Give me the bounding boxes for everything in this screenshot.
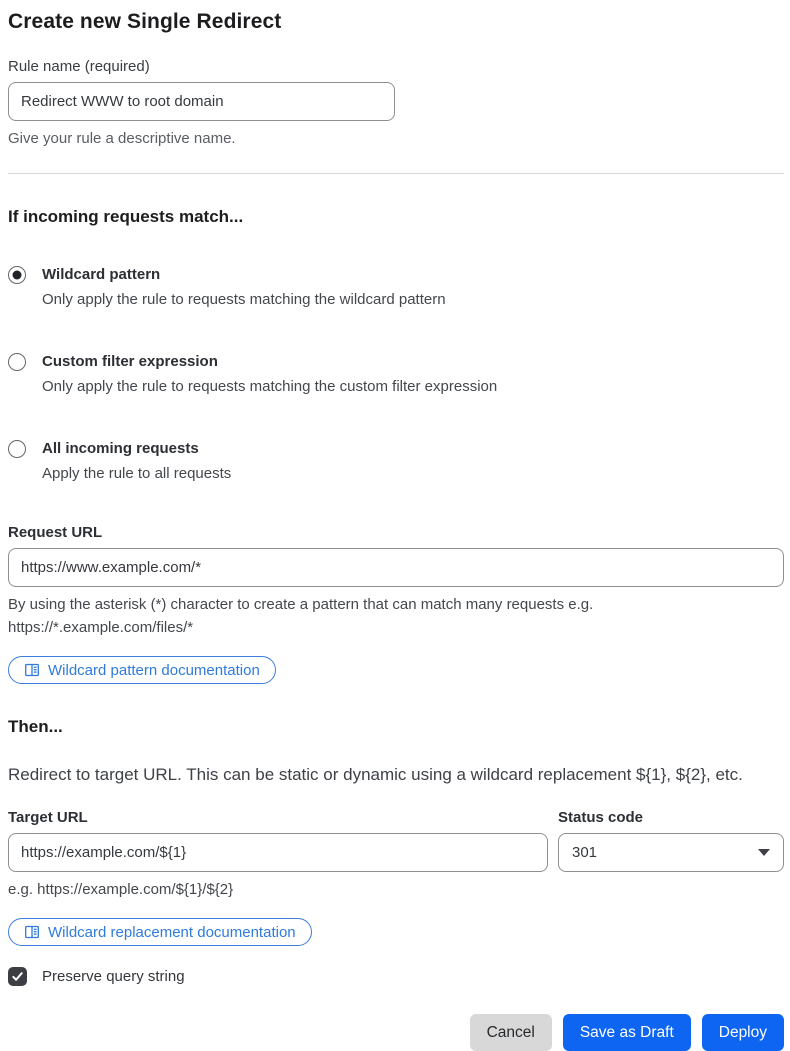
status-code-field bbox=[558, 809, 784, 901]
radio-button-icon[interactable] bbox=[8, 353, 26, 371]
book-icon bbox=[24, 924, 40, 940]
request-url-field bbox=[8, 524, 784, 639]
then-description: Redirect to target URL. This can be static or dynamic using a wildcard replacement ${1}, ${2}, etc. bbox=[8, 765, 743, 784]
form-actions bbox=[8, 1014, 784, 1051]
request-url-help: By using the asterisk (*) character to create a pattern that can match many requests e.g. https://*.example.com/files/* bbox=[8, 596, 594, 636]
match-type-radio-group bbox=[8, 265, 784, 485]
radio-description: Only apply the rule to requests matching the wildcard pattern bbox=[42, 291, 446, 308]
target-url-input[interactable] bbox=[8, 833, 548, 872]
wildcard-pattern-docs-button[interactable] bbox=[8, 656, 276, 684]
radio-option-all-requests[interactable] bbox=[8, 439, 784, 485]
radio-option-custom-filter[interactable] bbox=[8, 352, 784, 398]
radio-button-icon[interactable] bbox=[8, 440, 26, 458]
deploy-button[interactable]: Deploy bbox=[702, 1014, 784, 1051]
radio-label: All incoming requests bbox=[42, 440, 199, 457]
wildcard-replacement-docs-button[interactable] bbox=[8, 918, 312, 946]
radio-button-selected-icon[interactable] bbox=[8, 266, 26, 284]
doc-button-label: Wildcard replacement documentation bbox=[48, 923, 296, 941]
checkbox-label: Preserve query string bbox=[42, 968, 185, 985]
rule-name-label: Rule name (required) bbox=[8, 58, 150, 75]
radio-option-wildcard-pattern[interactable] bbox=[8, 265, 784, 311]
target-url-row bbox=[8, 809, 784, 901]
preserve-query-string-option[interactable] bbox=[8, 967, 784, 986]
save-as-draft-button[interactable]: Save as Draft bbox=[563, 1014, 691, 1051]
radio-description: Only apply the rule to requests matching the custom filter expression bbox=[42, 378, 498, 395]
request-url-input[interactable] bbox=[8, 548, 784, 587]
request-url-label: Request URL bbox=[8, 524, 103, 541]
checkbox-checked-icon[interactable] bbox=[8, 967, 27, 986]
then-section-heading: Then... bbox=[8, 717, 63, 736]
target-url-label: Target URL bbox=[8, 809, 88, 826]
target-url-help: e.g. https://example.com/${1}/${2} bbox=[8, 881, 234, 898]
radio-description: Apply the rule to all requests bbox=[42, 465, 232, 482]
chevron-down-icon bbox=[758, 849, 770, 856]
radio-label: Custom filter expression bbox=[42, 353, 218, 370]
target-url-field bbox=[8, 809, 548, 901]
match-section-heading: If incoming requests match... bbox=[8, 207, 244, 226]
rule-name-field bbox=[8, 58, 784, 150]
status-code-label: Status code bbox=[558, 809, 644, 826]
check-icon bbox=[11, 970, 24, 983]
status-code-select[interactable] bbox=[558, 833, 784, 872]
section-divider bbox=[8, 173, 784, 174]
rule-name-input[interactable] bbox=[8, 82, 395, 121]
page-title: Create new Single Redirect bbox=[8, 10, 282, 33]
book-icon bbox=[24, 662, 40, 678]
status-code-value: 301 bbox=[572, 844, 598, 861]
radio-label: Wildcard pattern bbox=[42, 266, 161, 283]
cancel-button[interactable]: Cancel bbox=[470, 1014, 552, 1051]
doc-button-label: Wildcard pattern documentation bbox=[48, 661, 260, 679]
rule-name-help: Give your rule a descriptive name. bbox=[8, 130, 236, 147]
